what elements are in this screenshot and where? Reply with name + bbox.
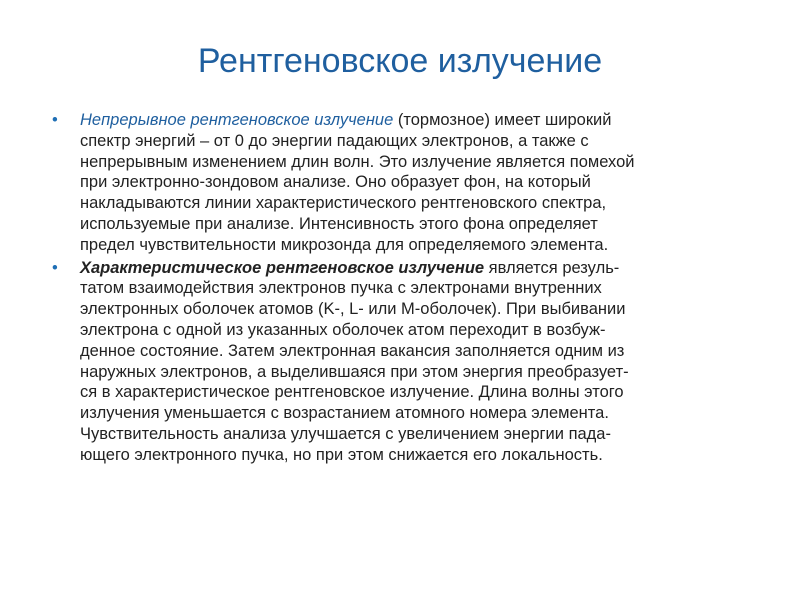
- bullet-line: татом взаимодействия электронов пучка с электронами внутренних: [80, 279, 602, 298]
- slide-title: Рентгеновское излучение: [197, 42, 603, 80]
- bullet-line: [80, 258, 752, 279]
- bullet-line: ся в характеристическое рентгеновское излучение. Длина волны этого: [80, 383, 624, 402]
- bullet-line: накладываются линии характеристического рентгеновского спектра,: [80, 194, 607, 213]
- bullet-line: [80, 110, 752, 131]
- bullet-marker: •: [52, 258, 58, 277]
- bullet-line: ющего электронного пучка, но при этом снижается его локальность.: [80, 445, 603, 464]
- bullet-item-characteristic: [52, 258, 752, 466]
- bullet-line: при электронно-зондовом анализе. Оно образует фон, на который: [80, 173, 591, 192]
- term-characteristic-radiation: Характеристическое рентгеновское излучение: [80, 258, 485, 277]
- bullet-line: предел чувствительности микрозонда для определяемого элемента.: [80, 235, 609, 254]
- bullet-line: электронных оболочек атомов (K-, L- или M-оболочек). При выбивании: [80, 300, 626, 319]
- bullet-list: [52, 110, 752, 468]
- bullet-line: денное состояние. Затем электронная вакансия заполняется одним из: [80, 341, 625, 360]
- term-continuous-radiation: Непрерывное рентгеновское излучение: [80, 111, 394, 129]
- bullet-text: (тормозное) имеет широкий: [393, 111, 612, 129]
- bullet-line: непрерывным изменением длин волн. Это излучение является помехой: [80, 152, 635, 171]
- bullet-line: спектр энергий – от 0 до энергии падающих электронов, а также с: [80, 131, 589, 150]
- bullet-line: наружных электронов, а выделившаяся при этом энергия преобразует-: [80, 362, 629, 381]
- bullet-line: используемые при анализе. Интенсивность этого фона определяет: [80, 214, 598, 233]
- bullet-line: электрона с одной из указанных оболочек атом переходит в возбуж-: [80, 320, 606, 339]
- bullet-line: Чувствительность анализа улучшается с увеличением энергии пада-: [80, 424, 611, 443]
- bullet-item-continuous: [52, 110, 752, 256]
- bullet-line: излучения уменьшается с возрастанием атомного номера элемента.: [80, 404, 609, 423]
- bullet-text: является резуль-: [484, 258, 620, 277]
- bullet-marker: •: [52, 111, 58, 129]
